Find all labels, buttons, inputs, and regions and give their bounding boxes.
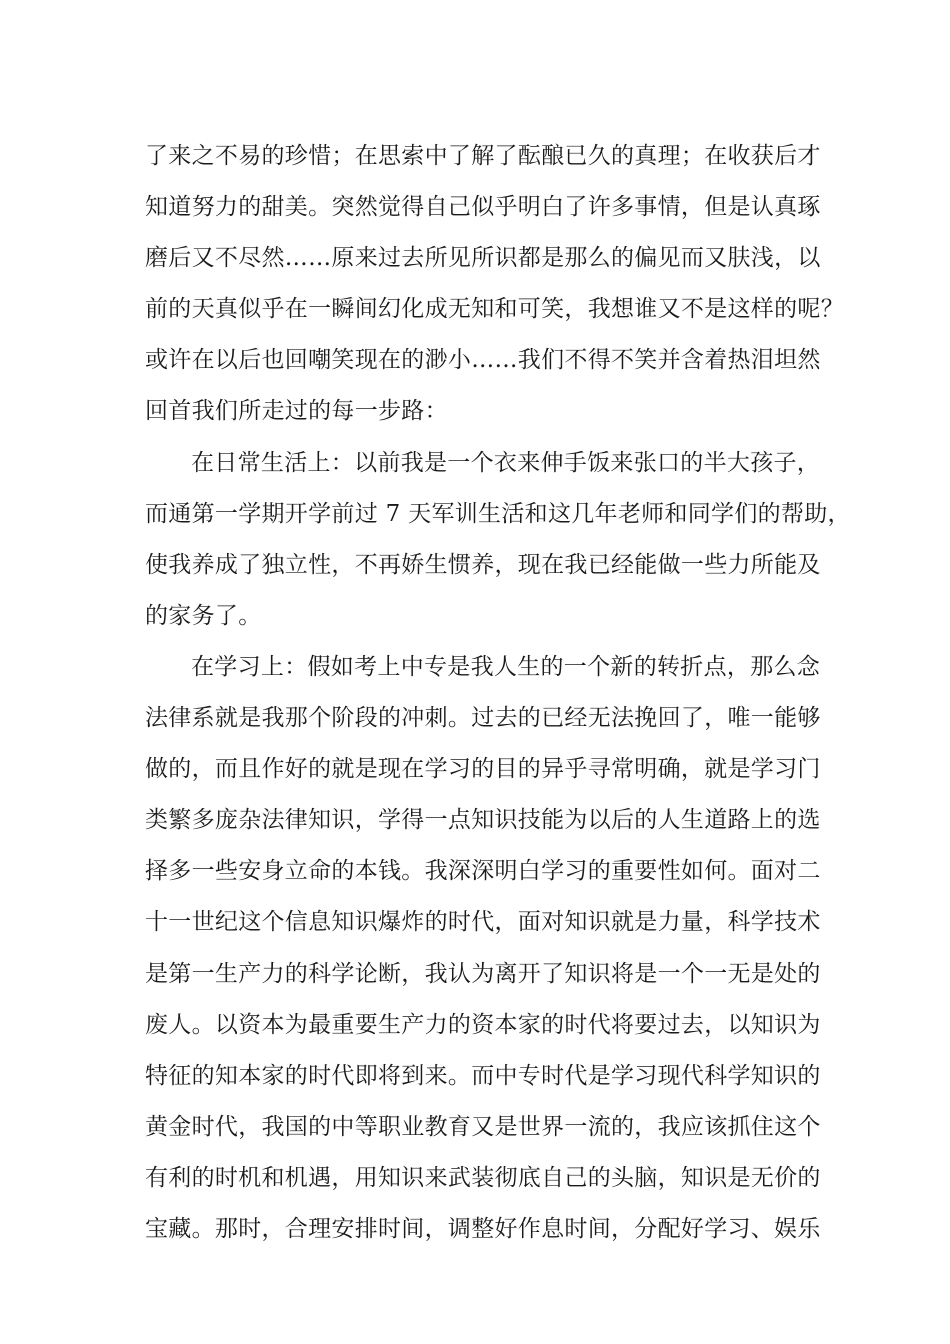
- paragraph-first-line: 在学习上：假如考上中专是我人生的一个新的转折点，那么念: [191, 653, 821, 680]
- text-line: 回首我们所走过的每一步路：: [145, 398, 448, 425]
- text-line: 做的，而且作好的就是现在学习的目的异乎寻常明确，就是学习门: [145, 756, 821, 783]
- text-line: 前的天真似乎在一瞬间幻化成无知和可笑，我想谁又不是这样的呢？: [145, 296, 844, 323]
- paragraph-first-line: 在日常生活上：以前我是一个衣来伸手饭来张口的半大孩子，: [191, 449, 821, 476]
- text-line: 的家务了。: [145, 602, 262, 629]
- text-line: 十一世纪这个信息知识爆炸的时代，面对知识就是力量，科学技术: [145, 909, 821, 936]
- text-line: 或许在以后也回嘲笑现在的渺小……我们不得不笑并含着热泪坦然: [145, 347, 821, 374]
- text-line: 类繁多庞杂法律知识，学得一点知识技能为以后的人生道路上的选: [145, 807, 821, 834]
- text-line: 有利的时机和机遇，用知识来武装彻底自己的头脑，知识是无价的: [145, 1164, 821, 1191]
- text-line: 宝藏。那时，合理安排时间，调整好作息时间，分配好学习、娱乐: [145, 1215, 821, 1242]
- text-line: 使我养成了独立性，不再娇生惯养，现在我已经能做一些力所能及: [145, 551, 821, 578]
- text-line: 择多一些安身立命的本钱。我深深明白学习的重要性如何。面对二: [145, 858, 821, 885]
- text-line: 法律系就是我那个阶段的冲刺。过去的已经无法挽回了，唯一能够: [145, 705, 821, 732]
- text-line: 知道努力的甜美。突然觉得自己似乎明白了许多事情，但是认真琢: [145, 194, 821, 221]
- text-line: 特征的知本家的时代即将到来。而中专时代是学习现代科学知识的: [145, 1062, 821, 1089]
- text-line: 是第一生产力的科学论断，我认为离开了知识将是一个一无是处的: [145, 960, 821, 987]
- text-line: 了来之不易的珍惜；在思索中了解了酝酿已久的真理；在收获后才: [145, 143, 821, 169]
- document-body: [145, 131, 851, 1255]
- text-line: 黄金时代，我国的中等职业教育又是世界一流的，我应该抓住这个: [145, 1113, 821, 1140]
- text-line: 磨后又不尽然……原来过去所见所识都是那么的偏见而又肤浅，以: [145, 245, 821, 272]
- text-line: 废人。以资本为最重要生产力的资本家的时代将要过去，以知识为: [145, 1011, 821, 1038]
- text-line: 而通第一学期开学前过 7 天军训生活和这几年老师和同学们的帮助，: [145, 500, 851, 527]
